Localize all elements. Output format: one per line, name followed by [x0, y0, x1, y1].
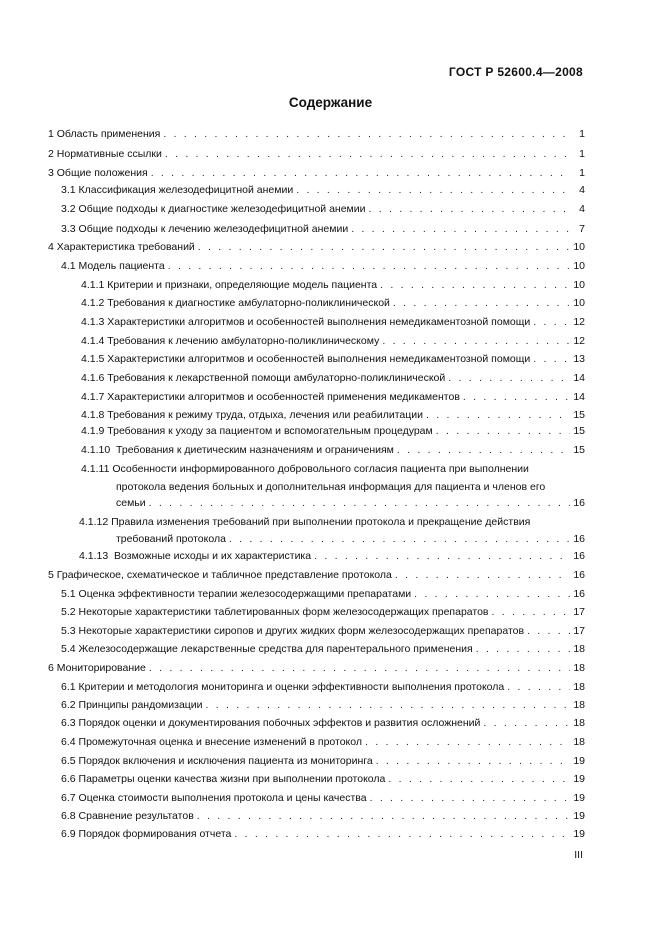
toc-entry-label: Требования к лекарственной помощи амбулаторно-поликлинической — [107, 372, 446, 384]
toc-entry-number: 4.1.12 — [79, 516, 109, 528]
toc-entry-label-line: Особенности информированного добровольного согласия пациента при выполнении — [112, 463, 529, 475]
toc-entry-page: 16 — [573, 550, 585, 562]
toc-leader-dots — [492, 605, 570, 619]
toc-leader-dots — [436, 424, 570, 438]
toc-entry-page: 18 — [573, 643, 585, 655]
toc-entry-page: 15 — [573, 444, 585, 456]
toc-leader-dots — [234, 827, 570, 841]
toc-entry[interactable] — [61, 642, 585, 656]
toc-entry-page: 17 — [573, 606, 585, 618]
toc-entry-page: 16 — [573, 533, 585, 545]
toc-entry-label: Нормативные ссылки — [56, 148, 162, 160]
toc-entry[interactable] — [81, 390, 585, 404]
toc-entry-page: 1 — [579, 128, 585, 140]
toc-entry-label: Общие положения — [56, 167, 148, 179]
toc-entry-page: 10 — [573, 297, 585, 309]
toc-entry-label: Модель пациента — [78, 260, 165, 272]
toc-entry[interactable] — [61, 680, 585, 694]
toc-leader-dots — [163, 127, 570, 141]
toc-leader-dots — [393, 296, 570, 310]
toc-entry-number: 6.4 — [61, 736, 76, 748]
toc-leader-dots — [351, 222, 570, 236]
toc-entry-number: 4.1.13 — [79, 550, 109, 562]
toc-entry[interactable] — [61, 202, 585, 216]
toc-leader-dots — [165, 147, 570, 161]
toc-entry-text — [79, 515, 530, 529]
toc-entry-page: 14 — [573, 391, 585, 403]
toc-entry-label: Требования к диагностике амбулаторно-поликлинической — [107, 297, 390, 309]
toc-entry-page: 13 — [573, 353, 585, 365]
toc-entry-page: 1 — [579, 167, 585, 179]
toc-entry-label: Характеристики алгоритмов и особенностей выполнения немедикаментозной помощи — [107, 353, 531, 365]
toc-entry-number: 5 — [48, 569, 54, 581]
toc-entry[interactable] — [48, 240, 585, 254]
toc-entry[interactable] — [61, 754, 585, 768]
toc-entry-label: Порядок формирования отчета — [78, 828, 232, 840]
toc-entry-page: 10 — [573, 279, 585, 291]
toc-leader-dots — [376, 754, 570, 768]
toc-entry[interactable] — [79, 549, 585, 563]
toc-leader-dots — [527, 624, 570, 638]
toc-entry-label: Область применения — [56, 128, 161, 140]
toc-entry-number: 6.9 — [61, 828, 76, 840]
toc-entry-label: Требования к режиму труда, отдыха, лечения или реабилитации — [107, 409, 423, 421]
toc-entry[interactable] — [61, 183, 585, 197]
toc-entry-page: 19 — [573, 828, 585, 840]
toc-leader-dots — [206, 698, 570, 712]
toc-entry-label: Оценка эффективности терапии железосодержащими препаратами — [78, 588, 412, 600]
toc-entry-page: 4 — [579, 203, 585, 215]
toc-entry-number: 6.7 — [61, 792, 76, 804]
toc-entry[interactable] — [61, 735, 585, 749]
toc-entry-label-line: протокола ведения больных и дополнительная информация для пациента и членов его — [116, 481, 546, 493]
toc-leader-dots — [476, 642, 570, 656]
toc-entry-number: 4.1.10 — [81, 444, 111, 456]
toc-entry-number: 6 — [48, 662, 54, 674]
toc-leader-dots — [296, 183, 570, 197]
toc-entry[interactable] — [81, 408, 585, 422]
toc-entry[interactable] — [48, 147, 585, 161]
toc-entry-label: Характеристика требований — [56, 241, 195, 253]
toc-entry[interactable] — [61, 587, 585, 601]
toc-entry-number: 3.3 — [61, 223, 76, 235]
toc-entry-label: Характеристики алгоритмов и особенностей применения медикаментов — [107, 391, 460, 403]
toc-entry-number: 6.6 — [61, 773, 76, 785]
toc-leader-dots — [380, 278, 570, 292]
toc-entry[interactable] — [61, 259, 585, 273]
toc-entry[interactable] — [116, 532, 585, 546]
toc-entry-page: 15 — [573, 409, 585, 421]
toc-leader-dots — [395, 568, 570, 582]
toc-leader-dots — [483, 716, 570, 730]
toc-entry-label: Требования к лечению амбулаторно-поликлиническому — [107, 335, 380, 347]
toc-leader-dots — [382, 334, 570, 348]
toc-entry-label: Параметры оценки качества жизни при выполнении протокола — [78, 773, 386, 785]
toc-leader-dots — [388, 772, 570, 786]
toc-entry-number: 6.2 — [61, 699, 76, 711]
toc-entry-page: 19 — [573, 792, 585, 804]
toc-leader-dots — [370, 791, 570, 805]
toc-entry-number: 6.1 — [61, 681, 76, 693]
toc-entry-label: требований протокола — [116, 533, 226, 545]
toc-leader-dots — [426, 408, 570, 422]
toc-entry[interactable] — [81, 371, 585, 385]
toc-entry-label: Промежуточная оценка и внесение изменений в протокол — [78, 736, 362, 748]
toc-leader-dots — [197, 809, 570, 823]
toc-entry-page: 19 — [573, 810, 585, 822]
toc-leader-dots — [149, 496, 570, 510]
toc-entry-number: 4.1.1 — [81, 279, 105, 291]
toc-entry-number: 3.2 — [61, 203, 76, 215]
toc-leader-dots — [397, 443, 570, 457]
toc-entry-label: Требования к диетическим назначениям и ограничениям — [116, 444, 394, 456]
toc-leader-dots — [198, 240, 570, 254]
toc-entry-label-line: Правила изменения требований при выполнении протокола и прекращение действия — [111, 516, 531, 528]
page-number: III — [574, 849, 583, 861]
toc-entry-label: Характеристики алгоритмов и особенностей выполнения немедикаментозной помощи — [107, 316, 531, 328]
toc-leader-dots — [149, 661, 570, 675]
toc-entry-label: Сравнение результатов — [78, 810, 194, 822]
toc-entry-number: 4.1.2 — [81, 297, 105, 309]
toc-entry[interactable] — [81, 315, 585, 329]
toc-entry[interactable] — [61, 809, 585, 823]
toc-entry[interactable] — [61, 624, 585, 638]
toc-entry-number: 4.1.3 — [81, 316, 105, 328]
toc-entry[interactable] — [61, 791, 585, 805]
toc-entry-page: 14 — [573, 372, 585, 384]
toc-entry-page: 19 — [573, 755, 585, 767]
toc-entry[interactable] — [48, 568, 585, 582]
toc-entry-label: Требования к уходу за пациентом и вспомогательным процедурам — [107, 425, 433, 437]
toc-entry-page: 18 — [573, 681, 585, 693]
toc-entry[interactable] — [61, 698, 585, 712]
toc-entry-label: Принципы рандомизации — [78, 699, 203, 711]
toc-leader-dots — [533, 315, 570, 329]
toc-entry-label: Классификация железодефицитной анемии — [78, 184, 294, 196]
toc-entry-page: 18 — [573, 736, 585, 748]
toc-entry-number: 4 — [48, 241, 54, 253]
toc-entry[interactable] — [81, 443, 585, 457]
toc-entry-page: 15 — [573, 425, 585, 437]
toc-entry-label: Графическое, схематическое и табличное представление протокола — [56, 569, 392, 581]
toc-leader-dots — [168, 259, 570, 273]
toc-entry[interactable] — [81, 352, 585, 366]
toc-entry-label: Общие подходы к лечению железодефицитной анемии — [78, 223, 349, 235]
toc-entry-number: 4.1 — [61, 260, 76, 272]
toc-entry-page: 18 — [573, 699, 585, 711]
toc-entry-text — [81, 462, 529, 476]
toc-entry-number: 3.1 — [61, 184, 76, 196]
toc-entry[interactable] — [61, 222, 585, 236]
toc-entry-label: Возможные исходы и их характеристика — [114, 550, 312, 562]
toc-entry[interactable] — [81, 424, 585, 438]
toc-entry-label: Критерии и признаки, определяющие модель пациента — [107, 279, 378, 291]
toc-leader-dots — [314, 549, 570, 563]
toc-entry-number: 4.1.9 — [81, 425, 105, 437]
toc-entry-label: Мониторирование — [56, 662, 146, 674]
toc-entry-number: 3 — [48, 167, 54, 179]
toc-entry[interactable] — [48, 661, 585, 675]
toc-entry-label: Критерии и методология мониторинга и оценки эффективности выполнения протокола — [78, 681, 505, 693]
toc-entry-number: 5.2 — [61, 606, 76, 618]
toc-entry-label: Некоторые характеристики сиропов и других жидких форм железосодержащих препаратов — [78, 625, 525, 637]
toc-leader-dots — [151, 166, 570, 180]
toc-entry-label: Оценка стоимости выполнения протокола и цены качества — [78, 792, 367, 804]
toc-entry-label: семьи — [116, 497, 146, 509]
toc-entry[interactable] — [48, 166, 585, 180]
toc-entry-page: 18 — [573, 662, 585, 674]
toc-entry-number: 4.1.6 — [81, 372, 105, 384]
toc-entry-page: 4 — [579, 184, 585, 196]
toc-entry-page: 10 — [573, 260, 585, 272]
toc-leader-dots — [448, 371, 570, 385]
toc-entry-page: 17 — [573, 625, 585, 637]
toc-entry-number: 4.1.5 — [81, 353, 105, 365]
toc-leader-dots — [414, 587, 570, 601]
toc-entry-number: 4.1.8 — [81, 409, 105, 421]
toc-entry-page: 19 — [573, 773, 585, 785]
toc-entry-page: 12 — [573, 316, 585, 328]
toc-entry[interactable] — [61, 605, 585, 619]
toc-entry-label: Некоторые характеристики таблетированных форм железосодержащих препаратов — [78, 606, 489, 618]
toc-entry-page: 1 — [579, 148, 585, 160]
toc-entry-number: 4.1.11 — [81, 463, 110, 475]
toc-leader-dots — [365, 735, 570, 749]
toc-entry-label: Порядок оценки и документирования побочных эффектов и развития осложнений — [78, 717, 481, 729]
toc-leader-dots — [533, 352, 570, 366]
toc-leader-dots — [507, 680, 570, 694]
toc-entry-number: 5.1 — [61, 588, 76, 600]
toc-leader-dots — [463, 390, 570, 404]
toc-entry-number: 5.3 — [61, 625, 76, 637]
toc-entry-label: Общие подходы к диагностике железодефицитной анемии — [78, 203, 366, 215]
toc-entry-page: 7 — [579, 223, 585, 235]
toc-entry-page: 16 — [573, 588, 585, 600]
toc-entry-page: 16 — [573, 497, 585, 509]
toc-entry[interactable] — [81, 278, 585, 292]
toc-entry-number: 6.5 — [61, 755, 76, 767]
toc-entry[interactable] — [81, 334, 585, 348]
toc-entry-label: Железосодержащие лекарственные средства для парентерального применения — [78, 643, 473, 655]
toc-entry-number: 4.1.4 — [81, 335, 105, 347]
toc-entry[interactable] — [116, 496, 585, 510]
toc-entry-page: 12 — [573, 335, 585, 347]
toc-entry-number: 1 — [48, 128, 54, 140]
toc-entry-page: 10 — [573, 241, 585, 253]
toc-entry[interactable] — [81, 296, 585, 310]
toc-entry-text — [116, 480, 545, 494]
toc-entry-page: 18 — [573, 717, 585, 729]
toc-entry-number: 5.4 — [61, 643, 76, 655]
document-code: ГОСТ Р 52600.4—2008 — [448, 65, 583, 79]
toc-leader-dots — [229, 532, 570, 546]
toc-leader-dots — [369, 202, 571, 216]
toc-entry[interactable] — [48, 127, 585, 141]
toc-entry-number: 6.8 — [61, 810, 76, 822]
toc-entry-number: 4.1.7 — [81, 391, 105, 403]
page-title: Содержание — [288, 95, 373, 110]
toc-entry-page: 16 — [573, 569, 585, 581]
toc-entry[interactable] — [61, 716, 585, 730]
toc-entry[interactable] — [61, 772, 585, 786]
toc-entry-number: 2 — [48, 148, 54, 160]
toc-entry[interactable] — [61, 827, 585, 841]
toc-entry-label: Порядок включения и исключения пациента из мониторинга — [78, 755, 373, 767]
toc-entry-number: 6.3 — [61, 717, 76, 729]
